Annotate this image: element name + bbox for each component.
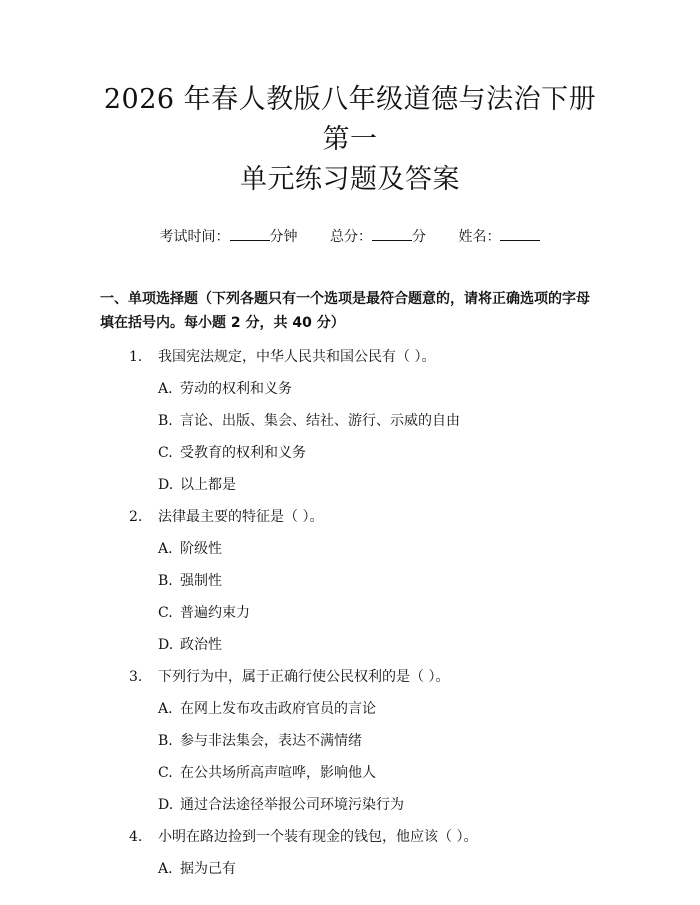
answer-option bbox=[100, 603, 600, 623]
question-text: 小明在路边捡到一个装有现金的钱包，他应该（ ）。 bbox=[158, 829, 478, 845]
exam-time-unit: 分钟 bbox=[269, 229, 298, 245]
total-score-field bbox=[330, 227, 426, 247]
question-text: 下列行为中，属于正确行使公民权利的是（ ）。 bbox=[158, 669, 450, 685]
answer-option bbox=[100, 475, 600, 495]
total-score-unit: 分 bbox=[412, 229, 426, 245]
answer-option bbox=[100, 763, 600, 783]
option-letter: B. bbox=[158, 573, 173, 589]
option-text: 通过合法途径举报公司环境污染行为 bbox=[180, 797, 404, 813]
student-name-blank bbox=[500, 227, 540, 241]
option-text: 阶级性 bbox=[180, 541, 222, 557]
question-item bbox=[100, 827, 600, 879]
exam-info-line bbox=[100, 227, 600, 247]
answer-option bbox=[100, 795, 600, 815]
student-name-label: 姓名： bbox=[458, 229, 501, 245]
student-name-field bbox=[458, 227, 540, 247]
title-line-1: 2026 年春人教版八年级道德与法治下册第一 bbox=[103, 84, 597, 155]
option-letter: D. bbox=[158, 477, 174, 493]
option-letter: C. bbox=[158, 445, 173, 461]
question-stem bbox=[100, 667, 600, 687]
option-letter: B. bbox=[158, 733, 173, 749]
option-text: 参与非法集会，表达不满情绪 bbox=[180, 733, 362, 749]
answer-option bbox=[100, 731, 600, 751]
option-letter: C. bbox=[158, 605, 173, 621]
option-list bbox=[100, 539, 600, 655]
option-text: 在公共场所高声喧哗，影响他人 bbox=[180, 765, 376, 781]
option-list bbox=[100, 379, 600, 495]
option-text: 受教育的权利和义务 bbox=[180, 445, 306, 461]
answer-option bbox=[100, 379, 600, 399]
question-number: 1. bbox=[129, 349, 143, 365]
option-text: 劳动的权利和义务 bbox=[180, 381, 292, 397]
option-list bbox=[100, 699, 600, 815]
option-text: 据为己有 bbox=[180, 861, 236, 877]
document-title bbox=[100, 0, 600, 200]
answer-option bbox=[100, 699, 600, 719]
question-text: 我国宪法规定，中华人民共和国公民有（ ）。 bbox=[158, 349, 436, 365]
option-letter: A. bbox=[158, 541, 173, 557]
section-heading-line-2: 填在括号内。每小题 2 分，共 40 分） bbox=[100, 315, 345, 331]
option-letter: C. bbox=[158, 765, 173, 781]
total-score-label: 总分： bbox=[330, 229, 372, 245]
option-text: 政治性 bbox=[180, 637, 222, 653]
question-item bbox=[100, 507, 600, 655]
question-number: 2. bbox=[129, 509, 143, 525]
exam-time-label: 考试时间： bbox=[159, 229, 230, 245]
option-text: 言论、出版、集会、结社、游行、示威的自由 bbox=[180, 413, 460, 429]
answer-option bbox=[100, 411, 600, 431]
question-stem bbox=[100, 507, 600, 527]
option-letter: D. bbox=[158, 637, 174, 653]
question-stem bbox=[100, 347, 600, 367]
option-list bbox=[100, 859, 600, 879]
title-line-2: 单元练习题及答案 bbox=[240, 164, 460, 195]
section-heading-line-1: 一、单项选择题（下列各题只有一个选项是最符合题意的，请将正确选项的字母 bbox=[100, 291, 590, 307]
question-stem bbox=[100, 827, 600, 847]
exam-time-blank bbox=[230, 227, 270, 241]
option-text: 强制性 bbox=[180, 573, 222, 589]
question-item bbox=[100, 667, 600, 815]
option-letter: A. bbox=[158, 701, 173, 717]
answer-option bbox=[100, 859, 600, 879]
option-text: 普遍约束力 bbox=[180, 605, 250, 621]
answer-option bbox=[100, 571, 600, 591]
exam-time-field bbox=[160, 227, 298, 247]
question-item bbox=[100, 347, 600, 495]
question-number: 4. bbox=[129, 829, 143, 845]
answer-option bbox=[100, 635, 600, 655]
answer-option bbox=[100, 443, 600, 463]
section-heading bbox=[100, 287, 600, 335]
total-score-blank bbox=[372, 227, 412, 241]
option-letter: A. bbox=[158, 381, 173, 397]
option-letter: B. bbox=[158, 413, 173, 429]
question-number: 3. bbox=[129, 669, 143, 685]
question-list bbox=[100, 347, 600, 879]
question-text: 法律最主要的特征是（ ）。 bbox=[158, 509, 324, 525]
option-letter: D. bbox=[158, 797, 174, 813]
option-text: 以上都是 bbox=[180, 477, 236, 493]
option-letter: A. bbox=[158, 861, 173, 877]
option-text: 在网上发布攻击政府官员的言论 bbox=[180, 701, 376, 717]
answer-option bbox=[100, 539, 600, 559]
